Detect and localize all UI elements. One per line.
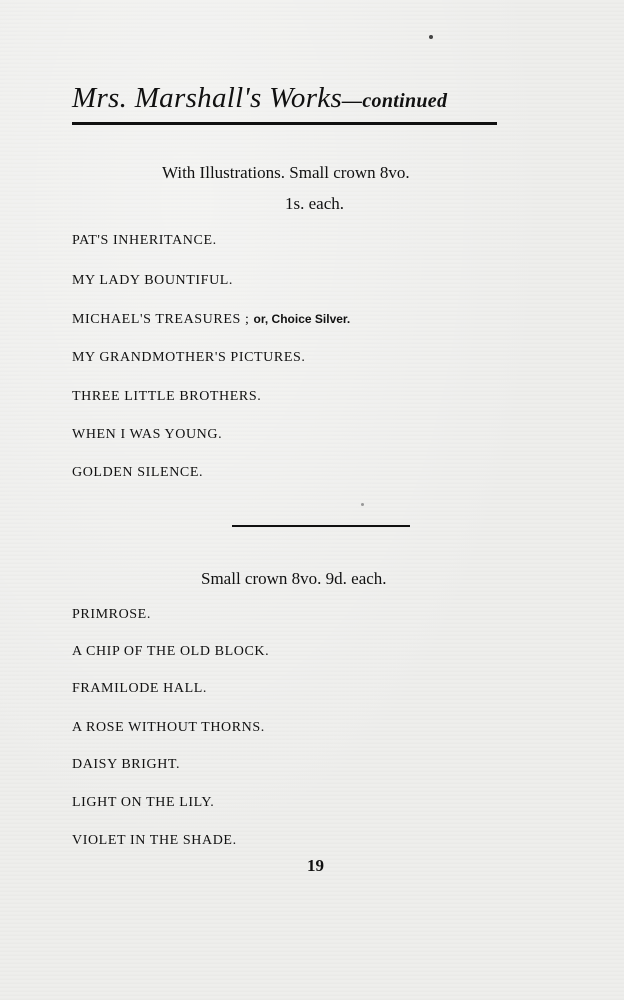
- running-head-title: Mrs. Marshall's Works: [72, 82, 343, 114]
- book-title-main: MY LADY BOUNTIFUL.: [72, 273, 234, 288]
- book-title: [72, 350, 305, 366]
- header-rule: [72, 122, 497, 125]
- book-title: [72, 312, 350, 328]
- book-title: [72, 273, 233, 289]
- book-title: [72, 233, 217, 249]
- running-head: [72, 82, 498, 115]
- book-title: LIGHT ON THE LILY.: [72, 795, 215, 810]
- book-title-main: MICHAEL'S TREASURES ;: [72, 312, 254, 327]
- book-title: A ROSE WITHOUT THORNS.: [72, 720, 265, 735]
- book-title-main: WHEN I WAS YOUNG.: [72, 427, 223, 442]
- book-title: DAISY BRIGHT.: [72, 757, 181, 772]
- section-1-heading: With Illustrations. Small crown 8vo.: [162, 163, 410, 182]
- book-title-main: PAT'S INHERITANCE.: [72, 233, 217, 248]
- running-head-continued: —continued: [342, 90, 448, 112]
- section-1-price: 1s. each.: [285, 194, 345, 213]
- book-title: PRIMROSE.: [72, 607, 151, 622]
- book-title: [72, 465, 203, 481]
- book-title-main: GOLDEN SILENCE.: [72, 465, 204, 480]
- section-divider: [232, 525, 410, 527]
- book-title: VIOLET IN THE SHADE.: [72, 833, 237, 848]
- book-title-main: MY GRANDMOTHER'S PICTURES.: [72, 350, 306, 365]
- paper-speck: [429, 35, 433, 39]
- paper-speck: [361, 503, 364, 506]
- book-title: [72, 427, 222, 443]
- section-2-heading: Small crown 8vo. 9d. each.: [201, 569, 387, 588]
- book-title: [72, 389, 261, 405]
- book-title-sub: or, Choice Silver.: [253, 312, 351, 326]
- book-title-main: THREE LITTLE BROTHERS.: [72, 389, 262, 404]
- page-number: 19: [307, 856, 324, 875]
- book-title: A CHIP OF THE OLD BLOCK.: [72, 644, 270, 659]
- book-title: FRAMILODE HALL.: [72, 681, 207, 696]
